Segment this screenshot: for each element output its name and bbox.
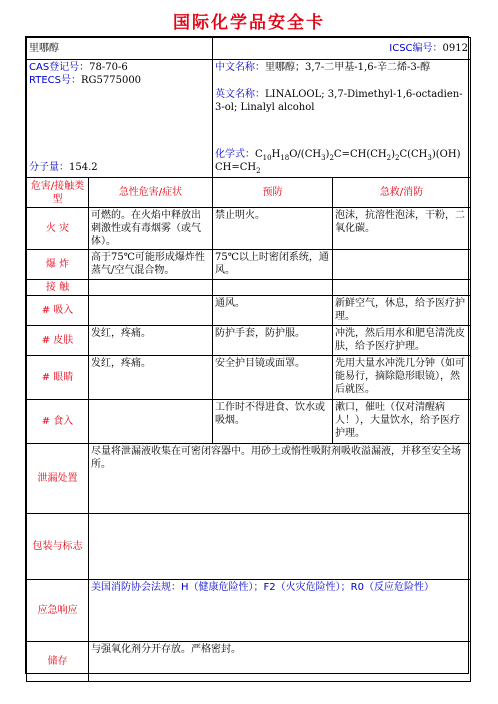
header-hazard: 急性危害/症状 [89,178,213,208]
table-row [27,400,471,444]
formula-part: C [255,149,263,160]
en-name-value: LINALOOL; 3,7-Dimethyl-1,6-octadien-3-ol; Linalyl alcohol [215,89,463,113]
row-type: # 眼睛 [27,356,89,400]
mw-label: 分子量： [29,162,69,173]
formula-subscript: 3 [427,154,432,162]
identity-row [27,60,471,178]
table-row [27,280,471,296]
cn-name-value: 里哪醇；3,7-二甲基-1,6-辛二烯-3-醇 [265,62,431,73]
row-hazard: 发红，疼痛。 [89,356,213,400]
row-firstaid [333,250,471,280]
formula-part: O/(CH [289,149,322,160]
row-prevention: 防护手套，防护服。 [213,326,333,356]
row-hazard: 可燃的。在火焰中释放出刺激性或有毒烟雾（或气体）。 [89,208,213,250]
formula-label: 化学式： [215,149,255,160]
formula-part: ) [325,149,330,160]
row-prevention: 安全护目镜或面罩。 [213,356,333,400]
formula-subscript: 3 [321,154,326,162]
icsc-number [213,38,471,60]
row-firstaid: 泡沫，抗溶性泡沫，干粉，二氧化碳。 [333,208,471,250]
row-prevention: 禁止明火。 [213,208,333,250]
cas-label: CAS登记号： [29,62,90,73]
formula-part: C=CH(CH [333,149,387,160]
pack-row [27,514,471,580]
header-type: 危害/接触类型 [27,178,89,208]
row-type: 接 触 [27,280,89,296]
name-row [27,38,471,60]
column-header-row [27,178,471,208]
spill-text: 尽量将泄漏液收集在可密闭容器中。用砂土或惰性吸附剂吸收溢漏液，并移至安全场所。 [89,444,471,514]
header-firstaid: 急救/消防 [333,178,471,208]
identity-right [213,60,471,178]
row-type: # 食入 [27,400,89,444]
row-firstaid [333,280,471,296]
table-row [27,296,471,326]
formula-part: H [271,149,281,160]
formula-subscript: 2 [329,154,334,162]
spill-label: 泄漏处置 [27,444,89,514]
en-name-label: 英文名称： [215,89,265,100]
emergency-text [89,580,471,642]
formula-subscript: 2 [256,167,261,175]
formula-subscript: 2 [386,154,392,162]
storage-row [27,642,471,682]
storage-label: 储存 [27,642,89,682]
header-prevention: 预防 [213,178,333,208]
cas-value: 78-70-6 [89,62,128,73]
row-type: # 吸入 [27,296,89,326]
spill-row [27,444,471,514]
formula-subscript: 2 [394,154,400,162]
row-hazard: 高于75℃可能形成爆炸性蒸气/空气混合物。 [89,250,213,280]
row-prevention [213,280,333,296]
row-hazard: 发红，疼痛。 [89,326,213,356]
card-frame [25,36,469,674]
table-row [27,356,471,400]
row-hazard [89,296,213,326]
identity-left [27,60,213,178]
row-type: 爆 炸 [27,250,89,280]
table-row [27,250,471,280]
rtecs-value: RG5775000 [80,75,142,86]
cn-name-label: 中文名称： [215,62,265,73]
table-row [27,208,471,250]
formula-subscript: 18 [280,154,290,162]
storage-text: 与强氧化剂分开存放。严格密封。 [89,642,471,682]
icsc-label: ICSC编号： [389,43,443,54]
formula-part: ) [391,149,395,160]
card-table [26,37,471,682]
emergency-label: 应急响应 [27,580,89,642]
formula-part: C(CH [399,149,428,160]
card-title: 国际化学品安全卡 [173,13,325,33]
mw-value: 154.2 [69,162,98,173]
formula-part: )(OH)CH=CH [215,149,461,173]
row-firstaid: 漱口，催吐（仅对清醒病人！），大量饮水，给予医疗护理。 [333,400,471,444]
formula-subscript: 10 [262,154,272,162]
rtecs-label: RTECS号： [29,75,81,86]
table-row [27,326,471,356]
row-firstaid: 新鲜空气，休息，给予医疗护理。 [333,296,471,326]
row-firstaid: 先用大量水冲洗几分钟（如可能易行，摘除隐形眼镜），然后就医。 [333,356,471,400]
emergency-row [27,580,471,642]
chemical-name: 里哪醇 [27,38,213,60]
row-type: 火 灾 [27,208,89,250]
row-firstaid: 冲洗，然后用水和肥皂清洗皮肤，给予医疗护理。 [333,326,471,356]
row-hazard [89,280,213,296]
row-type: # 皮肤 [27,326,89,356]
pack-label: 包装与标志 [27,514,89,580]
row-prevention: 75℃以上时密闭系统，通风。 [213,250,333,280]
row-hazard [89,400,213,444]
emergency-text-content: 美国消防协会法规：H（健康危险性）；F2（火灾危险性）；R0（反应危险性） [91,582,434,593]
icsc-value: 0912 [442,43,468,54]
row-prevention: 通风。 [213,296,333,326]
row-prevention: 工作时不得进食、饮水或吸烟。 [213,400,333,444]
pack-text [89,514,471,580]
